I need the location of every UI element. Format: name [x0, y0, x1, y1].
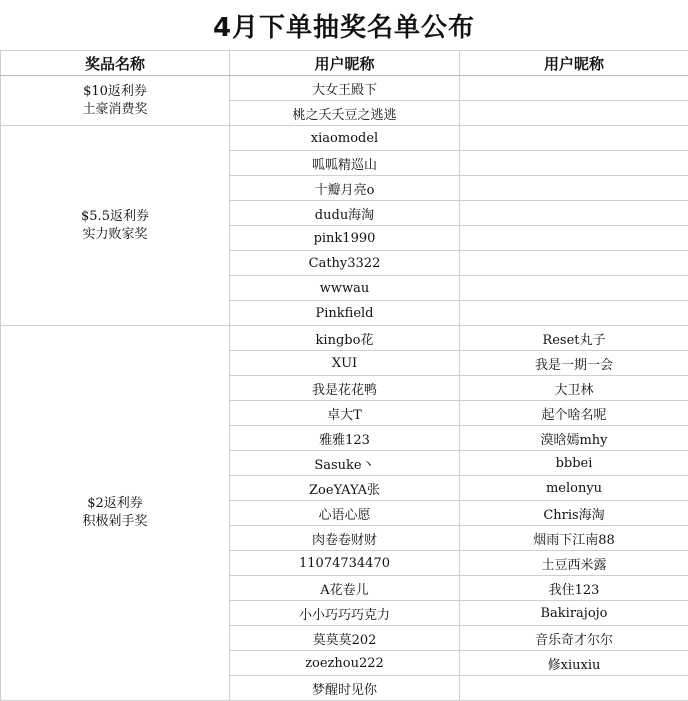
nickname-cell-col2	[460, 201, 688, 226]
nickname-cell-col1: 11074734470	[230, 551, 460, 576]
nickname-cell-col1: zoezhou222	[230, 651, 460, 676]
nickname-cell-col1: ZoeYAYA张	[230, 476, 460, 501]
nickname-cell-col2: 漠晗嫣mhy	[460, 426, 688, 451]
table-row	[1, 326, 688, 351]
nickname-cell-col1: xiaomodel	[230, 126, 460, 151]
prize-award-name: 积极剁手奖	[82, 514, 148, 529]
nickname-cell-col2	[460, 251, 688, 276]
nickname-cell-col2	[460, 301, 688, 326]
nickname-cell-col2	[460, 276, 688, 301]
prize-value: $5.5返利券	[81, 208, 149, 224]
nickname-cell-col1: 桃之夭夭豆之逃逃	[230, 101, 460, 126]
nickname-cell-col2: melonyu	[460, 476, 688, 501]
nickname-cell-col1: 梦醒时见你	[230, 676, 460, 701]
nickname-cell-col2: 音乐奇才尔尔	[460, 626, 688, 651]
table-body	[1, 76, 688, 701]
nickname-cell-col2: 我是一期一会	[460, 351, 688, 376]
header-user-nickname-2: 用户昵称	[460, 51, 688, 76]
prize-cell	[1, 76, 230, 126]
nickname-cell-col1: 肉卷卷财财	[230, 526, 460, 551]
prize-award-name: 土豪消费奖	[82, 101, 148, 117]
nickname-cell-col1: wwwau	[230, 276, 460, 301]
prize-cell	[1, 326, 230, 701]
nickname-cell-col1: Sasuke丶	[230, 451, 460, 476]
nickname-cell-col1: 大女王殿下	[230, 76, 460, 101]
prize-award-name: 实力败家奖	[82, 226, 148, 242]
nickname-cell-col1: dudu海淘	[230, 201, 460, 226]
page-title: 4月下单抽奖名单公布	[212, 12, 476, 43]
nickname-cell-col2: 土豆西米露	[460, 551, 688, 576]
nickname-cell-col2: 烟雨下江南88	[460, 526, 688, 551]
nickname-cell-col1: 十瓣月亮o	[230, 176, 460, 201]
nickname-cell-col2: Chris海淘	[460, 501, 688, 526]
winner-table	[0, 50, 688, 701]
header-row	[1, 51, 688, 76]
nickname-cell-col1: 雅雅123	[230, 426, 460, 451]
nickname-cell-col1: XUI	[230, 351, 460, 376]
nickname-cell-col2: Reset丸子	[460, 326, 688, 351]
nickname-cell-col2	[460, 101, 688, 126]
nickname-cell-col2	[460, 226, 688, 251]
nickname-cell-col1: A花卷儿	[230, 576, 460, 601]
prize-value: $2返利券	[87, 496, 143, 511]
nickname-cell-col1: 莫莫莫202	[230, 626, 460, 651]
nickname-cell-col2: 修xiuxiu	[460, 651, 688, 676]
nickname-cell-col2	[460, 676, 688, 701]
nickname-cell-col1: Pinkfield	[230, 301, 460, 326]
nickname-cell-col2: Bakirajojo	[460, 601, 688, 626]
nickname-cell-col1: kingbo花	[230, 326, 460, 351]
nickname-cell-col2	[460, 151, 688, 176]
nickname-cell-col1: 心语心愿	[230, 501, 460, 526]
nickname-cell-col2	[460, 176, 688, 201]
header-prize-name: 奖品名称	[1, 51, 230, 76]
nickname-cell-col2: 大卫林	[460, 376, 688, 401]
nickname-cell-col2: 我住123	[460, 576, 688, 601]
header-user-nickname-1: 用户昵称	[230, 51, 460, 76]
nickname-cell-col1: pink1990	[230, 226, 460, 251]
nickname-cell-col1: 我是花花鸭	[230, 376, 460, 401]
nickname-cell-col1: 小小巧巧巧克力	[230, 601, 460, 626]
nickname-cell-col1: 卓大T	[230, 401, 460, 426]
nickname-cell-col2	[460, 76, 688, 101]
prize-value: $10返利券	[83, 83, 147, 99]
nickname-cell-col1: 呱呱精巡山	[230, 151, 460, 176]
table-row	[1, 76, 688, 101]
nickname-cell-col2: 起个啥名呢	[460, 401, 688, 426]
nickname-cell-col2	[460, 126, 688, 151]
table-row	[1, 126, 688, 151]
nickname-cell-col2: bbbei	[460, 451, 688, 476]
nickname-cell-col1: Cathy3322	[230, 251, 460, 276]
prize-cell	[1, 126, 230, 326]
